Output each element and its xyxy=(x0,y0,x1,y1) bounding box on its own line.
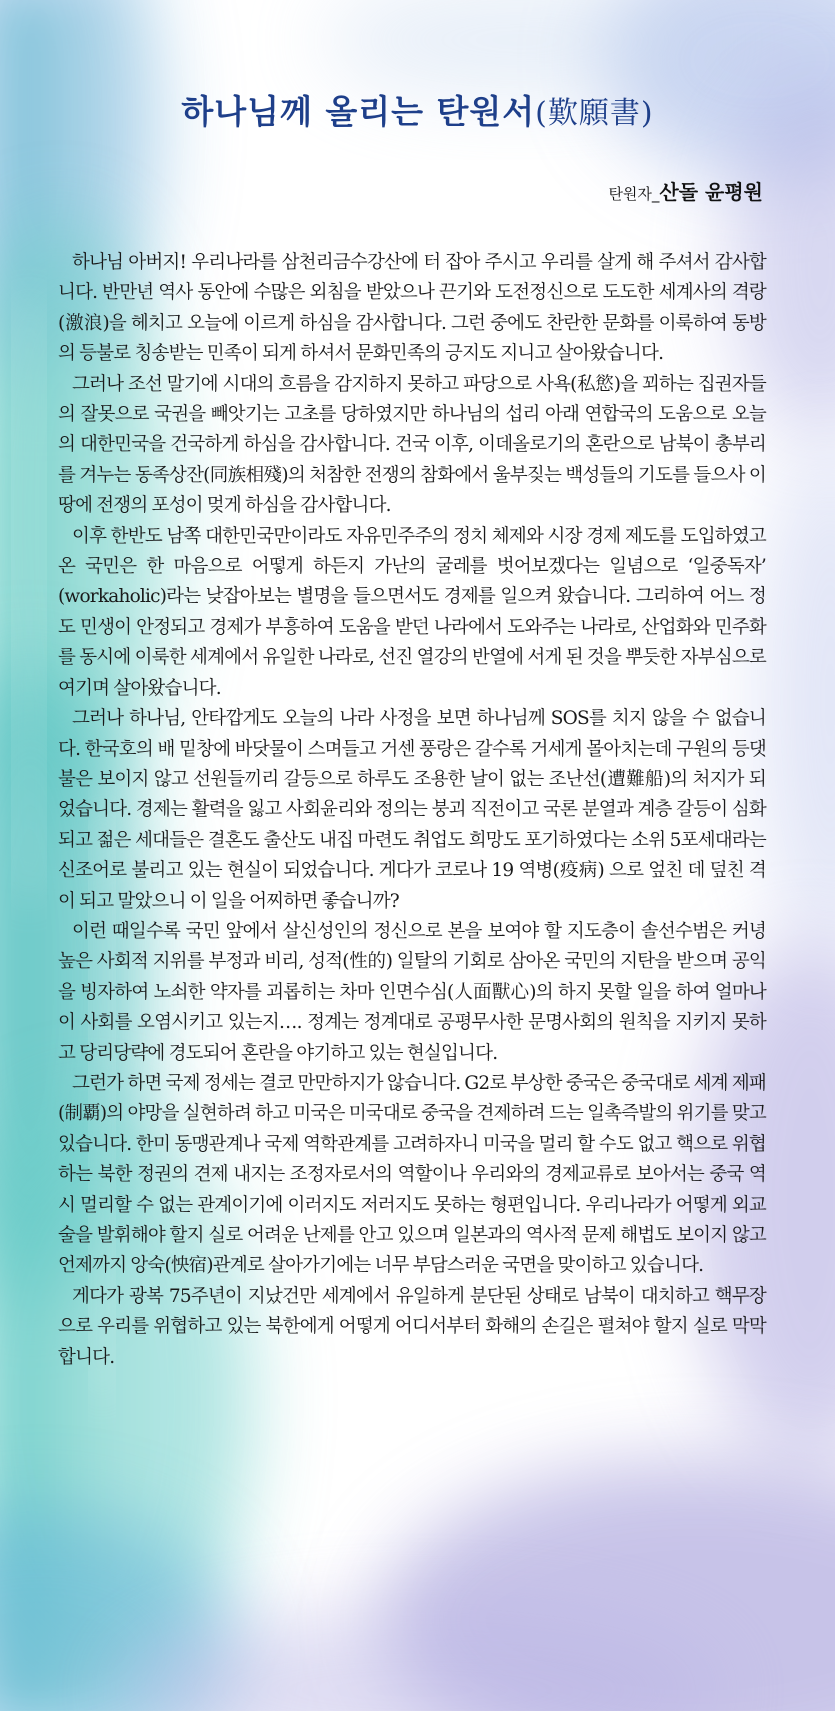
paragraph-4: 그러나 하나님, 안타깝게도 오늘의 나라 사정을 보면 하나님께 SOS를 치지 않을 수 없습니다. 한국호의 배 밑창에 바닷물이 스며들고 거센 풍랑은 갈수록 거세게 몰아치는데 구원의 등댓불은 보이지 않고 선원들끼리 갈등으로 하루도 조용한 날이 없는 조난선(遭難船)의 처지가 되었습니다. 경제는 활력을 잃고 사회윤리와 정의는 붕괴 직전이고 국론 분열과 계층 갈등이 심화되고 젊은 세대들은 결혼도 출산도 내집 마련도 취업도 희망도 포기하였다는 소위 5포세대라는 신조어로 불리고 있는 현실이 되었습니다. 게다가 코로나 19 역병(疫病) 으로 엎친 데 덮친 격이 되고 말았으니 이 일을 어찌하면 좋습니까? xyxy=(58,708,766,912)
paragraph-6: 그런가 하면 국제 정세는 결코 만만하지가 않습니다. G2로 부상한 중국은 중국대로 세계 제패(制覇)의 야망을 실현하려 하고 미국은 미국대로 중국을 견제하려 드는 일촉즉발의 위기를 맞고 있습니다. 한미 동맹관계나 국제 역학관계를 고려하자니 미국을 멀리 할 수도 없고 핵으로 위협하는 북한 정권의 견제 내지는 조정자로서의 역할이나 우리와의 경제교류로 보아서는 중국 역시 멀리할 수 없는 관계이기에 이러지도 저러지도 못하는 형편입니다. 우리나라가 어떻게 외교술을 발휘해야 할지 실로 어려운 난제를 안고 있으며 일본과의 역사적 문제 해법도 보이지 않고 언제까지 앙숙(怏宿)관계로 살아가기에는 너무 부담스러운 국면을 맞이하고 있습니다. xyxy=(58,1072,766,1277)
author-role: 탄원자_ xyxy=(608,185,660,203)
title-hanja: (歎願書) xyxy=(535,96,654,131)
paragraph-5: 이런 때일수록 국민 앞에서 살신성인의 정신으로 본을 보여야 할 지도층이 솔선수범은 커녕 높은 사회적 지위를 부정과 비리, 성적(性的) 일탈의 기회로 삼아온 국민의 지탄을 받으며 공익을 빙자하여 노쇠한 약자를 괴롭히는 차마 인면수심(人面獸心)의 하지 못할 일을 하여 얼마나 이 사회를 오염시키고 있는지…. 정계는 정계대로 공평무사한 문명사회의 원칙을 지키지 못하고 당리당략에 경도되어 혼란을 야기하고 있는 현실입니다. xyxy=(58,920,766,1064)
paragraph-3: 이후 한반도 남쪽 대한민국만이라도 자유민주주의 정치 체제와 시장 경제 제도를 도입하였고 온 국민은 한 마음으로 어떻게 하든지 가난의 굴레를 벗어보겠다는 일념으로 ‘일중독자’ (workaholic)라는 낮잡아보는 별명을 들으면서도 경제를 일으켜 왔습니다. 그리하여 어느 정도 민생이 안정되고 경제가 부흥하여 도움을 받던 나라에서 도와주는 나라로, 산업화와 민주화를 동시에 이룩한 세계에서 유일한 나라로, 선진 열강의 반열에 서게 된 것을 뿌듯한 자부심으로 여기며 살아왔습니다. xyxy=(58,525,766,699)
author-byline xyxy=(608,176,763,205)
paragraph-1: 하나님 아버지! 우리나라를 삼천리금수강산에 터 잡아 주시고 우리를 살게 해 주셔서 감사합니다. 반만년 역사 동안에 수많은 외침을 받았으나 끈기와 도전정신으로 도도한 세계사의 격랑(激浪)을 헤치고 오늘에 이르게 하심을 감사합니다. 그런 중에도 찬란한 문화를 이룩하여 동방의 등불로 칭송받는 민족이 되게 하셔서 문화민족의 긍지도 지니고 살아왔습니다. xyxy=(58,252,766,365)
author-name: 산돌 윤평원 xyxy=(659,180,763,204)
petition-body xyxy=(58,248,766,1373)
title-text: 하나님께 올리는 탄원서 xyxy=(181,92,536,131)
document-title xyxy=(0,86,835,133)
paragraph-7: 게다가 광복 75주년이 지났건만 세계에서 유일하게 분단된 상태로 남북이 대치하고 핵무장으로 우리를 위협하고 있는 북한에게 어떻게 어디서부터 화해의 손길은 펼쳐야 할지 실로 막막합니다. xyxy=(58,1285,766,1368)
paragraph-2: 그러나 조선 말기에 시대의 흐름을 감지하지 못하고 파당으로 사욕(私慾)을 꾀하는 집권자들의 잘못으로 국권을 빼앗기는 고초를 당하였지만 하나님의 섭리 아래 연합국의 도움으로 오늘의 대한민국을 건국하게 하심을 감사합니다. 건국 이후, 이데올로기의 혼란으로 남북이 총부리를 겨누는 동족상잔(同族相殘)의 처참한 전쟁의 참화에서 울부짖는 백성들의 기도를 들으사 이 땅에 전쟁의 포성이 멎게 하심을 감사합니다. xyxy=(58,373,766,517)
